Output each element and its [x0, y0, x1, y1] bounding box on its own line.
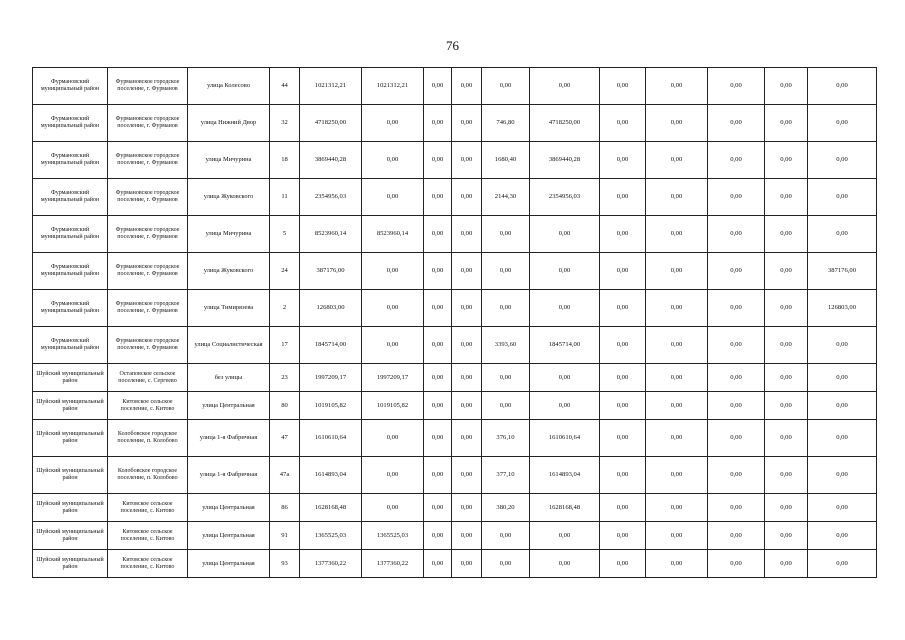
area-cell: 0,00: [482, 550, 530, 578]
settlement-cell: Китовское сельское поселение, с. Китово: [108, 550, 188, 578]
cost-col-7-cell: 0,00: [708, 494, 765, 522]
cost-col-1-cell: 1997209,17: [362, 364, 424, 392]
district-cell: Шуйский муниципальный район: [33, 420, 108, 457]
house-number-cell: 32: [270, 105, 300, 142]
cost-col-2-cell: 0,00: [424, 179, 452, 216]
cost-col-9-cell: 0,00: [808, 179, 877, 216]
settlement-cell: Фурмановское городское поселение, г. Фурманов: [108, 68, 188, 105]
cost-col-5-cell: 0,00: [600, 105, 646, 142]
cost-col-7-cell: 0,00: [708, 327, 765, 364]
cost-col-4-cell: 1610610,64: [530, 420, 600, 457]
street-cell: улица Нижний Двор: [188, 105, 270, 142]
area-cell: 0,00: [482, 522, 530, 550]
cost-col-5-cell: 0,00: [600, 550, 646, 578]
area-cell: 746,80: [482, 105, 530, 142]
cost-col-6-cell: 0,00: [646, 420, 708, 457]
cost-col-2-cell: 0,00: [424, 142, 452, 179]
cost-col-8-cell: 0,00: [765, 392, 808, 420]
table-row: [33, 142, 877, 179]
district-cell: Фурмановский муниципальный район: [33, 327, 108, 364]
cost-col-1-cell: 0,00: [362, 494, 424, 522]
house-number-cell: 2: [270, 290, 300, 327]
cost-col-7-cell: 0,00: [708, 142, 765, 179]
cost-col-6-cell: 0,00: [646, 522, 708, 550]
total-cost-cell: 1377360,22: [300, 550, 362, 578]
cost-col-3-cell: 0,00: [452, 179, 482, 216]
cost-col-7-cell: 0,00: [708, 105, 765, 142]
cost-col-9-cell: 0,00: [808, 105, 877, 142]
district-cell: Шуйский муниципальный район: [33, 522, 108, 550]
total-cost-cell: 2354956,03: [300, 179, 362, 216]
cost-col-8-cell: 0,00: [765, 290, 808, 327]
cost-col-8-cell: 0,00: [765, 327, 808, 364]
settlement-cell: Фурмановское городское поселение, г. Фурманов: [108, 290, 188, 327]
cost-col-8-cell: 0,00: [765, 494, 808, 522]
cost-col-4-cell: 0,00: [530, 68, 600, 105]
cost-col-3-cell: 0,00: [452, 290, 482, 327]
street-cell: улица Центральная: [188, 392, 270, 420]
street-cell: улица Мичурина: [188, 216, 270, 253]
cost-col-2-cell: 0,00: [424, 494, 452, 522]
cost-col-5-cell: 0,00: [600, 522, 646, 550]
cost-col-8-cell: 0,00: [765, 253, 808, 290]
cost-col-5-cell: 0,00: [600, 327, 646, 364]
cost-col-2-cell: 0,00: [424, 420, 452, 457]
cost-col-7-cell: 0,00: [708, 179, 765, 216]
cost-col-4-cell: 0,00: [530, 392, 600, 420]
cost-col-6-cell: 0,00: [646, 364, 708, 392]
cost-col-5-cell: 0,00: [600, 216, 646, 253]
cost-col-1-cell: 1021312,21: [362, 68, 424, 105]
total-cost-cell: 1614893,04: [300, 457, 362, 494]
cost-col-3-cell: 0,00: [452, 420, 482, 457]
total-cost-cell: 1610610,64: [300, 420, 362, 457]
area-cell: 2144,30: [482, 179, 530, 216]
cost-col-1-cell: 0,00: [362, 253, 424, 290]
cost-col-5-cell: 0,00: [600, 290, 646, 327]
cost-col-8-cell: 0,00: [765, 550, 808, 578]
cost-col-3-cell: 0,00: [452, 550, 482, 578]
cost-col-3-cell: 0,00: [452, 216, 482, 253]
table-row: [33, 68, 877, 105]
cost-col-8-cell: 0,00: [765, 179, 808, 216]
area-cell: 3393,60: [482, 327, 530, 364]
page-number: 76: [446, 38, 459, 53]
settlement-cell: Остаповское сельское поселение, с. Сергеево: [108, 364, 188, 392]
cost-col-8-cell: 0,00: [765, 142, 808, 179]
street-cell: без улицы: [188, 364, 270, 392]
cost-col-3-cell: 0,00: [452, 253, 482, 290]
total-cost-cell: 1021312,21: [300, 68, 362, 105]
cost-col-3-cell: 0,00: [452, 392, 482, 420]
area-cell: 0,00: [482, 253, 530, 290]
cost-col-6-cell: 0,00: [646, 392, 708, 420]
house-number-cell: 18: [270, 142, 300, 179]
table-row: [33, 364, 877, 392]
cost-col-9-cell: 0,00: [808, 216, 877, 253]
cost-col-5-cell: 0,00: [600, 364, 646, 392]
cost-col-4-cell: 4718250,00: [530, 105, 600, 142]
cost-col-6-cell: 0,00: [646, 550, 708, 578]
area-cell: 0,00: [482, 68, 530, 105]
settlement-cell: Фурмановское городское поселение, г. Фурманов: [108, 142, 188, 179]
settlement-cell: Китовское сельское поселение, с. Китово: [108, 494, 188, 522]
cost-col-2-cell: 0,00: [424, 253, 452, 290]
house-number-cell: 47а: [270, 457, 300, 494]
cost-col-2-cell: 0,00: [424, 392, 452, 420]
district-cell: Шуйский муниципальный район: [33, 550, 108, 578]
cost-col-2-cell: 0,00: [424, 327, 452, 364]
cost-col-9-cell: 0,00: [808, 420, 877, 457]
table-row: [33, 327, 877, 364]
cost-col-7-cell: 0,00: [708, 290, 765, 327]
street-cell: улица Тимирязева: [188, 290, 270, 327]
street-cell: улица Центральная: [188, 494, 270, 522]
cost-col-1-cell: 0,00: [362, 327, 424, 364]
cost-col-4-cell: 0,00: [530, 522, 600, 550]
house-number-cell: 17: [270, 327, 300, 364]
cost-col-7-cell: 0,00: [708, 68, 765, 105]
cost-col-2-cell: 0,00: [424, 105, 452, 142]
cost-col-1-cell: 1377360,22: [362, 550, 424, 578]
total-cost-cell: 1997209,17: [300, 364, 362, 392]
area-cell: 0,00: [482, 216, 530, 253]
cost-col-9-cell: 387176,00: [808, 253, 877, 290]
house-number-cell: 91: [270, 522, 300, 550]
house-number-cell: 11: [270, 179, 300, 216]
cost-col-3-cell: 0,00: [452, 105, 482, 142]
cost-col-9-cell: 0,00: [808, 494, 877, 522]
total-cost-cell: 387176,00: [300, 253, 362, 290]
area-cell: 376,10: [482, 420, 530, 457]
settlement-cell: Фурмановское городское поселение, г. Фурманов: [108, 216, 188, 253]
cost-col-1-cell: 0,00: [362, 290, 424, 327]
district-cell: Шуйский муниципальный район: [33, 392, 108, 420]
cost-col-5-cell: 0,00: [600, 68, 646, 105]
cost-col-7-cell: 0,00: [708, 364, 765, 392]
area-cell: 0,00: [482, 392, 530, 420]
cost-col-3-cell: 0,00: [452, 327, 482, 364]
district-cell: Фурмановский муниципальный район: [33, 290, 108, 327]
street-cell: улица Центральная: [188, 522, 270, 550]
cost-col-7-cell: 0,00: [708, 253, 765, 290]
cost-col-1-cell: 0,00: [362, 179, 424, 216]
table-body: [33, 68, 877, 578]
cost-col-4-cell: 3869440,28: [530, 142, 600, 179]
house-number-cell: 23: [270, 364, 300, 392]
table-row: [33, 457, 877, 494]
cost-col-3-cell: 0,00: [452, 142, 482, 179]
cost-col-4-cell: 0,00: [530, 216, 600, 253]
cost-col-1-cell: 1365525,03: [362, 522, 424, 550]
settlement-cell: Фурмановское городское поселение, г. Фурманов: [108, 179, 188, 216]
street-cell: улица 1-я Фабричная: [188, 420, 270, 457]
district-cell: Шуйский муниципальный район: [33, 457, 108, 494]
cost-col-2-cell: 0,00: [424, 290, 452, 327]
table-row: [33, 522, 877, 550]
data-table: [32, 67, 877, 578]
cost-col-2-cell: 0,00: [424, 216, 452, 253]
cost-col-3-cell: 0,00: [452, 68, 482, 105]
cost-col-8-cell: 0,00: [765, 105, 808, 142]
cost-col-3-cell: 0,00: [452, 364, 482, 392]
cost-col-5-cell: 0,00: [600, 392, 646, 420]
cost-col-8-cell: 0,00: [765, 457, 808, 494]
cost-col-4-cell: 1845714,00: [530, 327, 600, 364]
settlement-cell: Китовское сельское поселение, с. Китово: [108, 522, 188, 550]
table-row: [33, 253, 877, 290]
total-cost-cell: 8523960,14: [300, 216, 362, 253]
street-cell: улица Жуковского: [188, 253, 270, 290]
table-row: [33, 290, 877, 327]
cost-col-2-cell: 0,00: [424, 364, 452, 392]
house-number-cell: 47: [270, 420, 300, 457]
cost-col-5-cell: 0,00: [600, 142, 646, 179]
house-number-cell: 86: [270, 494, 300, 522]
house-number-cell: 93: [270, 550, 300, 578]
cost-col-9-cell: 0,00: [808, 457, 877, 494]
cost-col-6-cell: 0,00: [646, 142, 708, 179]
house-number-cell: 44: [270, 68, 300, 105]
settlement-cell: Фурмановское городское поселение, г. Фурманов: [108, 253, 188, 290]
cost-col-1-cell: 0,00: [362, 142, 424, 179]
total-cost-cell: 1019105,82: [300, 392, 362, 420]
cost-col-4-cell: 1628168,48: [530, 494, 600, 522]
cost-col-4-cell: 1614893,04: [530, 457, 600, 494]
cost-col-7-cell: 0,00: [708, 216, 765, 253]
total-cost-cell: 1628168,48: [300, 494, 362, 522]
table-row: [33, 392, 877, 420]
cost-col-4-cell: 0,00: [530, 364, 600, 392]
street-cell: улица Центральная: [188, 550, 270, 578]
cost-col-6-cell: 0,00: [646, 253, 708, 290]
cost-col-8-cell: 0,00: [765, 216, 808, 253]
settlement-cell: Колобовское городское поселение, п. Колобово: [108, 420, 188, 457]
cost-col-7-cell: 0,00: [708, 522, 765, 550]
total-cost-cell: 126803,00: [300, 290, 362, 327]
table-row: [33, 494, 877, 522]
cost-col-1-cell: 0,00: [362, 457, 424, 494]
district-cell: Фурмановский муниципальный район: [33, 105, 108, 142]
cost-col-5-cell: 0,00: [600, 457, 646, 494]
cost-col-2-cell: 0,00: [424, 457, 452, 494]
cost-col-4-cell: 0,00: [530, 550, 600, 578]
total-cost-cell: 1845714,00: [300, 327, 362, 364]
cost-col-6-cell: 0,00: [646, 290, 708, 327]
settlement-cell: Колобовское городское поселение, п. Колобово: [108, 457, 188, 494]
district-cell: Фурмановский муниципальный район: [33, 142, 108, 179]
cost-col-9-cell: 0,00: [808, 364, 877, 392]
house-number-cell: 80: [270, 392, 300, 420]
cost-col-9-cell: 0,00: [808, 68, 877, 105]
settlement-cell: Фурмановское городское поселение, г. Фурманов: [108, 105, 188, 142]
district-cell: Шуйский муниципальный район: [33, 494, 108, 522]
cost-col-6-cell: 0,00: [646, 216, 708, 253]
area-cell: 1680,40: [482, 142, 530, 179]
cost-col-3-cell: 0,00: [452, 522, 482, 550]
table-row: [33, 105, 877, 142]
cost-col-8-cell: 0,00: [765, 522, 808, 550]
cost-col-6-cell: 0,00: [646, 68, 708, 105]
area-cell: 380,20: [482, 494, 530, 522]
cost-col-1-cell: 1019105,82: [362, 392, 424, 420]
district-cell: Фурмановский муниципальный район: [33, 68, 108, 105]
cost-col-8-cell: 0,00: [765, 420, 808, 457]
cost-col-2-cell: 0,00: [424, 522, 452, 550]
district-cell: Шуйский муниципальный район: [33, 364, 108, 392]
table-row: [33, 216, 877, 253]
cost-col-1-cell: 0,00: [362, 420, 424, 457]
cost-col-6-cell: 0,00: [646, 105, 708, 142]
settlement-cell: Китовское сельское поселение, с. Китово: [108, 392, 188, 420]
cost-col-9-cell: 0,00: [808, 327, 877, 364]
street-cell: улица Социалистическая: [188, 327, 270, 364]
table-row: [33, 420, 877, 457]
cost-col-9-cell: 0,00: [808, 142, 877, 179]
cost-col-1-cell: 8523960,14: [362, 216, 424, 253]
cost-col-7-cell: 0,00: [708, 457, 765, 494]
cost-col-6-cell: 0,00: [646, 327, 708, 364]
cost-col-5-cell: 0,00: [600, 179, 646, 216]
table-row: [33, 179, 877, 216]
cost-col-3-cell: 0,00: [452, 457, 482, 494]
district-cell: Фурмановский муниципальный район: [33, 179, 108, 216]
cost-col-9-cell: 0,00: [808, 550, 877, 578]
cost-col-5-cell: 0,00: [600, 494, 646, 522]
cost-col-3-cell: 0,00: [452, 494, 482, 522]
cost-col-5-cell: 0,00: [600, 253, 646, 290]
street-cell: улица 1-я Фабричная: [188, 457, 270, 494]
street-cell: улица Мичурина: [188, 142, 270, 179]
cost-col-6-cell: 0,00: [646, 494, 708, 522]
cost-col-6-cell: 0,00: [646, 179, 708, 216]
cost-col-9-cell: 0,00: [808, 392, 877, 420]
street-cell: улица Жуковского: [188, 179, 270, 216]
total-cost-cell: 4718250,00: [300, 105, 362, 142]
cost-col-7-cell: 0,00: [708, 420, 765, 457]
cost-col-8-cell: 0,00: [765, 68, 808, 105]
cost-col-4-cell: 2354956,03: [530, 179, 600, 216]
table-row: [33, 550, 877, 578]
street-cell: улица Колесово: [188, 68, 270, 105]
total-cost-cell: 1365525,03: [300, 522, 362, 550]
cost-col-2-cell: 0,00: [424, 68, 452, 105]
house-number-cell: 24: [270, 253, 300, 290]
settlement-cell: Фурмановское городское поселение, г. Фурманов: [108, 327, 188, 364]
cost-col-7-cell: 0,00: [708, 550, 765, 578]
house-number-cell: 5: [270, 216, 300, 253]
area-cell: 0,00: [482, 364, 530, 392]
cost-col-6-cell: 0,00: [646, 457, 708, 494]
district-cell: Фурмановский муниципальный район: [33, 216, 108, 253]
cost-col-2-cell: 0,00: [424, 550, 452, 578]
area-cell: 377,10: [482, 457, 530, 494]
cost-col-4-cell: 0,00: [530, 290, 600, 327]
total-cost-cell: 3869440,28: [300, 142, 362, 179]
area-cell: 0,00: [482, 290, 530, 327]
cost-col-7-cell: 0,00: [708, 392, 765, 420]
cost-col-9-cell: 126803,00: [808, 290, 877, 327]
cost-col-4-cell: 0,00: [530, 253, 600, 290]
district-cell: Фурмановский муниципальный район: [33, 253, 108, 290]
cost-col-1-cell: 0,00: [362, 105, 424, 142]
cost-col-5-cell: 0,00: [600, 420, 646, 457]
cost-col-9-cell: 0,00: [808, 522, 877, 550]
cost-col-8-cell: 0,00: [765, 364, 808, 392]
